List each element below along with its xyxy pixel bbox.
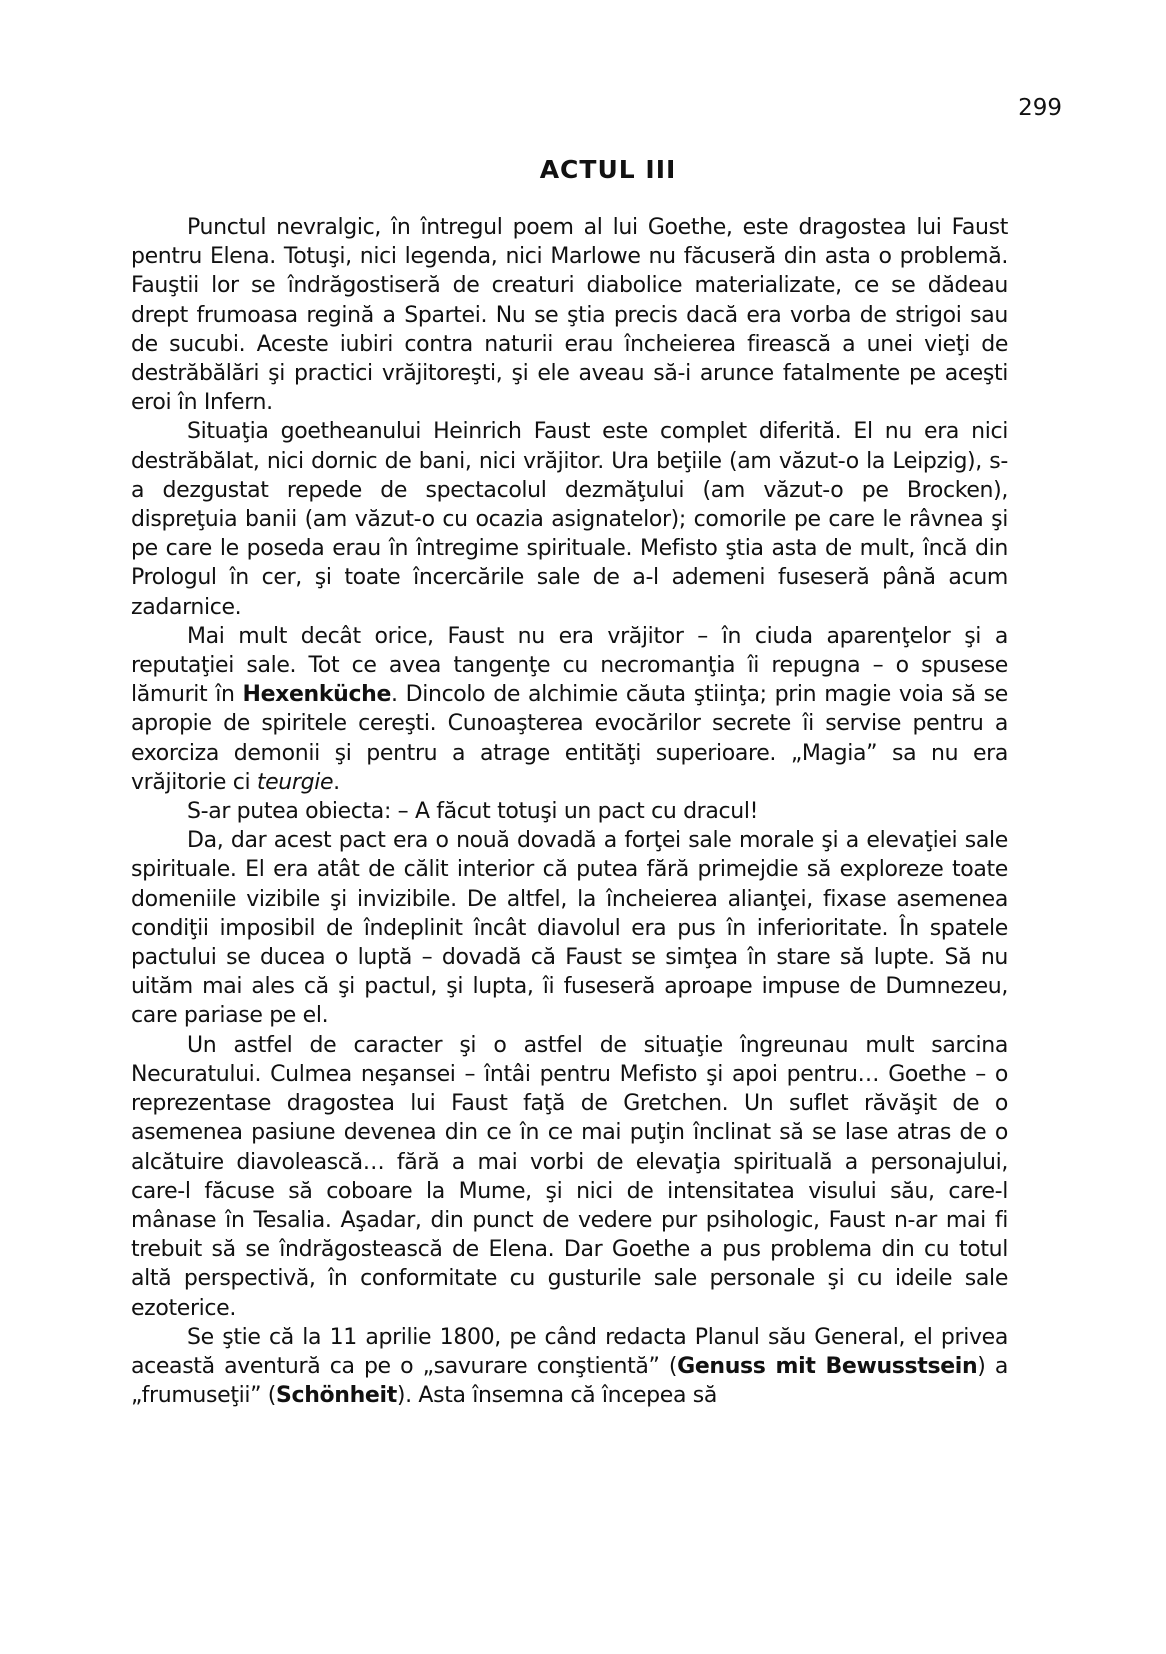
text-run: Mai mult decât orice, Faust nu era vrăjitor – în ciuda aparenţelor şi a reputaţiei sale. Tot ce avea tangenţe cu necromanţia îi repugna – o spusese lămurit în [131, 623, 1008, 708]
italic-term-teurgie: teurgie [256, 769, 334, 795]
body-text [131, 213, 1008, 1410]
paragraph-5 [131, 826, 1008, 1030]
text-run: ). Asta însemna că începea să [396, 1383, 717, 1409]
text-run: ) a „frumuseţii” ( [131, 1353, 1008, 1409]
paragraph-4 [131, 797, 1008, 826]
paragraph-1 [131, 213, 1008, 417]
bold-term-genuss: Genuss mit Bewusstsein [677, 1353, 978, 1379]
text-run: Se ştie că la 11 aprilie 1800, pe când redacta Planul său General, el privea această aventură ca pe o „savurare conştientă” ( [131, 1324, 1008, 1379]
paragraph-7 [131, 1323, 1008, 1411]
bold-term-schonheit: Schönheit [276, 1383, 397, 1409]
paragraph-3 [131, 622, 1008, 797]
text-run: Da, dar acest pact era o nouă dovadă a forţei sale morale şi a elevaţiei sale spirituale. El era atât de călit interior că putea fără primejdie să exploreze toate domeniile vizibile şi invizibile. De altfel, la încheierea alianţei, fixase asemenea condiţii imposibil de îndeplinit încât diavolul era pus în inferioritate. În spatele pactului se ducea o luptă – dovadă că Faust se simţea în stare să lupte. Să nu uităm mai ales că şi pactul, şi lupta, îi fuseseră aproape impuse de Dumnezeu, care pariase pe el. [131, 828, 1008, 1029]
paragraph-6 [131, 1031, 1008, 1323]
text-run: S-ar putea obiecta: – A făcut totuşi un pact cu dracul! [187, 799, 759, 825]
chapter-title: ACTUL III [539, 155, 677, 184]
paragraph-2 [131, 417, 1008, 621]
text-run: Un astfel de caracter şi o astfel de situaţie îngreunau mult sarcina Necuratului. Culmea neşansei – întâi pentru Mefisto şi apoi pentru… Goethe – o reprezentase dragostea lui Faust faţă de Gretchen. Un suflet răvăşit de o asemenea pasiune devenea din ce în ce mai puţin înclinat să se lase atras de o alcătuire diavolească… fără a mai vorbi de elevaţia spirituală a personajului, care-l făcuse să coboare la Mume, şi nici de intensitatea visului său, care-l mânase în Tesalia. Aşadar, din punct de vedere pur psihologic, Faust n-ar mai fi trebuit să se îndrăgostească de Elena. Dar Goethe a pus problema din cu totul altă perspectivă, în conformitate cu gusturile sale personale şi cu ideile sale ezoterice. [131, 1032, 1008, 1321]
page-number: 299 [1018, 95, 1062, 121]
text-run: Situaţia goetheanului Heinrich Faust este complet diferită. El nu era nici destrăbălat, nici dornic de bani, nici vrăjitor. Ura beţiile (am văzut-o la Leipzig), s-a dezgustat repede de spectacolul dezmăţului (am văzut-o pe Brocken), dispreţuia banii (am văzut-o cu ocazia asignatelor); comorile pe care le râvnea şi pe care le poseda erau în întregime spirituale. Mefisto ştia asta de mult, încă din Prologul în cer, şi toate încercările sale de a-l ademeni fuseseră până acum zadarnice. [131, 419, 1008, 620]
text-run: . Dincolo de alchimie căuta ştiinţa; prin magie voia să se apropie de spiritele cereşti. Cunoaşterea evocărilor secrete îi servise pentru a exorciza demonii şi pentru a atrage entităţi superioare. „Magia” sa nu era vrăjitorie ci [131, 682, 1008, 795]
bold-term-hexenkuche: Hexenküche [242, 682, 392, 708]
text-run: . [333, 769, 340, 795]
text-run: Punctul nevralgic, în întregul poem al lui Goethe, este dragostea lui Faust pentru Elena. Totuşi, nici legenda, nici Marlowe nu făcuseră din asta o problemă. Fauştii lor se îndrăgostiseră de creaturi diabolice materializate, ce se dădeau drept frumoasa regină a Spartei. Nu se ştia precis dacă era vorba de strigoi sau de sucubi. Aceste iubiri contra naturii erau încheierea firească a unei vieţi de destrăbălări şi practici vrăjitoreşti, şi ele aveau să-i arunce fatalmente pe aceşti eroi în Infern. [131, 215, 1008, 416]
